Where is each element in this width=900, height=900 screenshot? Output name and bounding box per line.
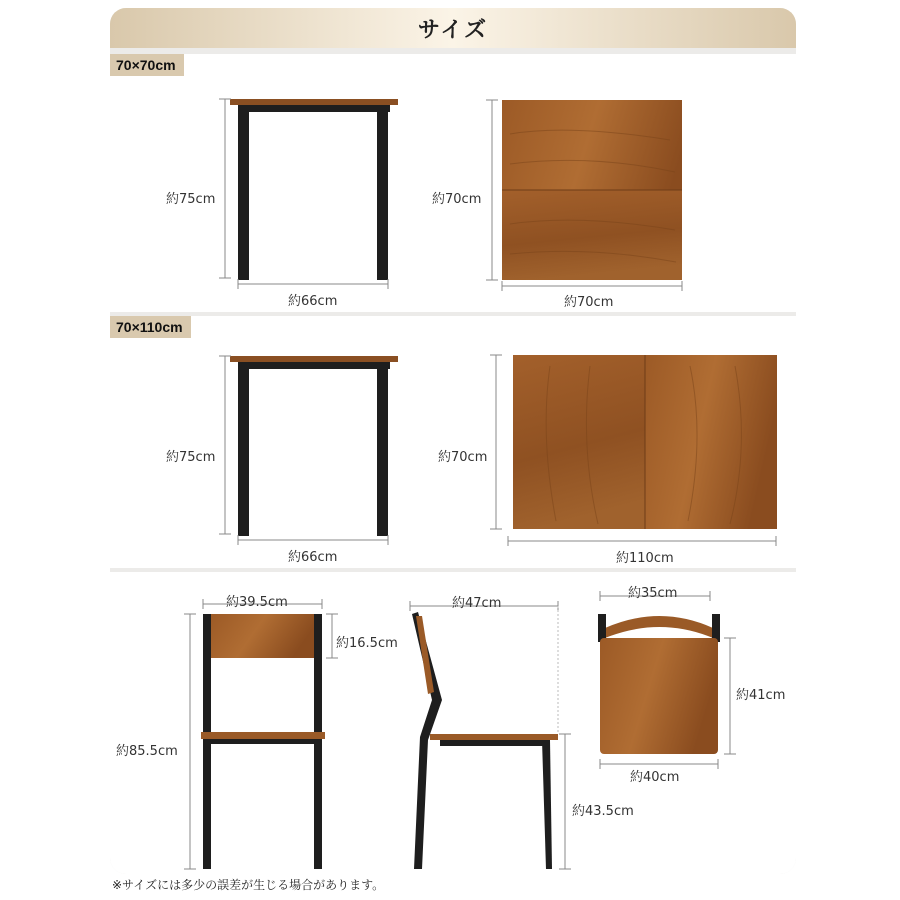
dim-width-label: 約66cm <box>288 294 338 309</box>
dim-depth-label: 約70cm <box>438 450 488 465</box>
chair-top-back-width-label: 約35cm <box>628 586 678 601</box>
chair-panel <box>110 572 796 874</box>
dim-height-label: 約75cm <box>166 450 216 465</box>
table-front-view <box>219 356 398 545</box>
size-tag-70x70: 70×70cm <box>110 54 184 76</box>
table-front-view <box>219 99 398 289</box>
chair-total-height-label: 約85.5cm <box>116 744 178 759</box>
title-bar <box>110 8 796 48</box>
chair-side-view <box>410 601 571 869</box>
table-70x70-panel <box>110 54 796 312</box>
chair-seat-width-label: 約40cm <box>630 770 680 785</box>
chair-seat-depth-label: 約41cm <box>736 688 786 703</box>
size-tag-70x110: 70×110cm <box>110 316 191 338</box>
chair-top-view <box>598 591 736 769</box>
dim-height-label: 約75cm <box>166 192 216 207</box>
size-chart-frame <box>110 8 796 874</box>
table-top-view <box>490 355 777 546</box>
page-title: サイズ <box>417 17 489 43</box>
chair-depth-label: 約47cm <box>452 596 502 611</box>
chair-seat-height-label: 約43.5cm <box>572 804 634 819</box>
table-70x70-drawing <box>110 54 796 312</box>
table-top-view <box>486 100 682 291</box>
chair-back-width-label: 約39.5cm <box>226 595 288 610</box>
chair-drawing <box>110 572 796 874</box>
dim-top-width-label: 約70cm <box>564 295 614 310</box>
footnote: ※サイズには多少の誤差が生じる場合があります。 <box>112 878 385 892</box>
chair-front-view <box>184 599 338 869</box>
dim-depth-label: 約70cm <box>432 192 482 207</box>
dim-width-label: 約66cm <box>288 550 338 565</box>
table-70x110-panel <box>110 316 796 568</box>
dim-top-width-label: 約110cm <box>616 551 674 566</box>
table-70x110-drawing <box>110 316 796 568</box>
chair-back-height-label: 約16.5cm <box>336 636 398 651</box>
